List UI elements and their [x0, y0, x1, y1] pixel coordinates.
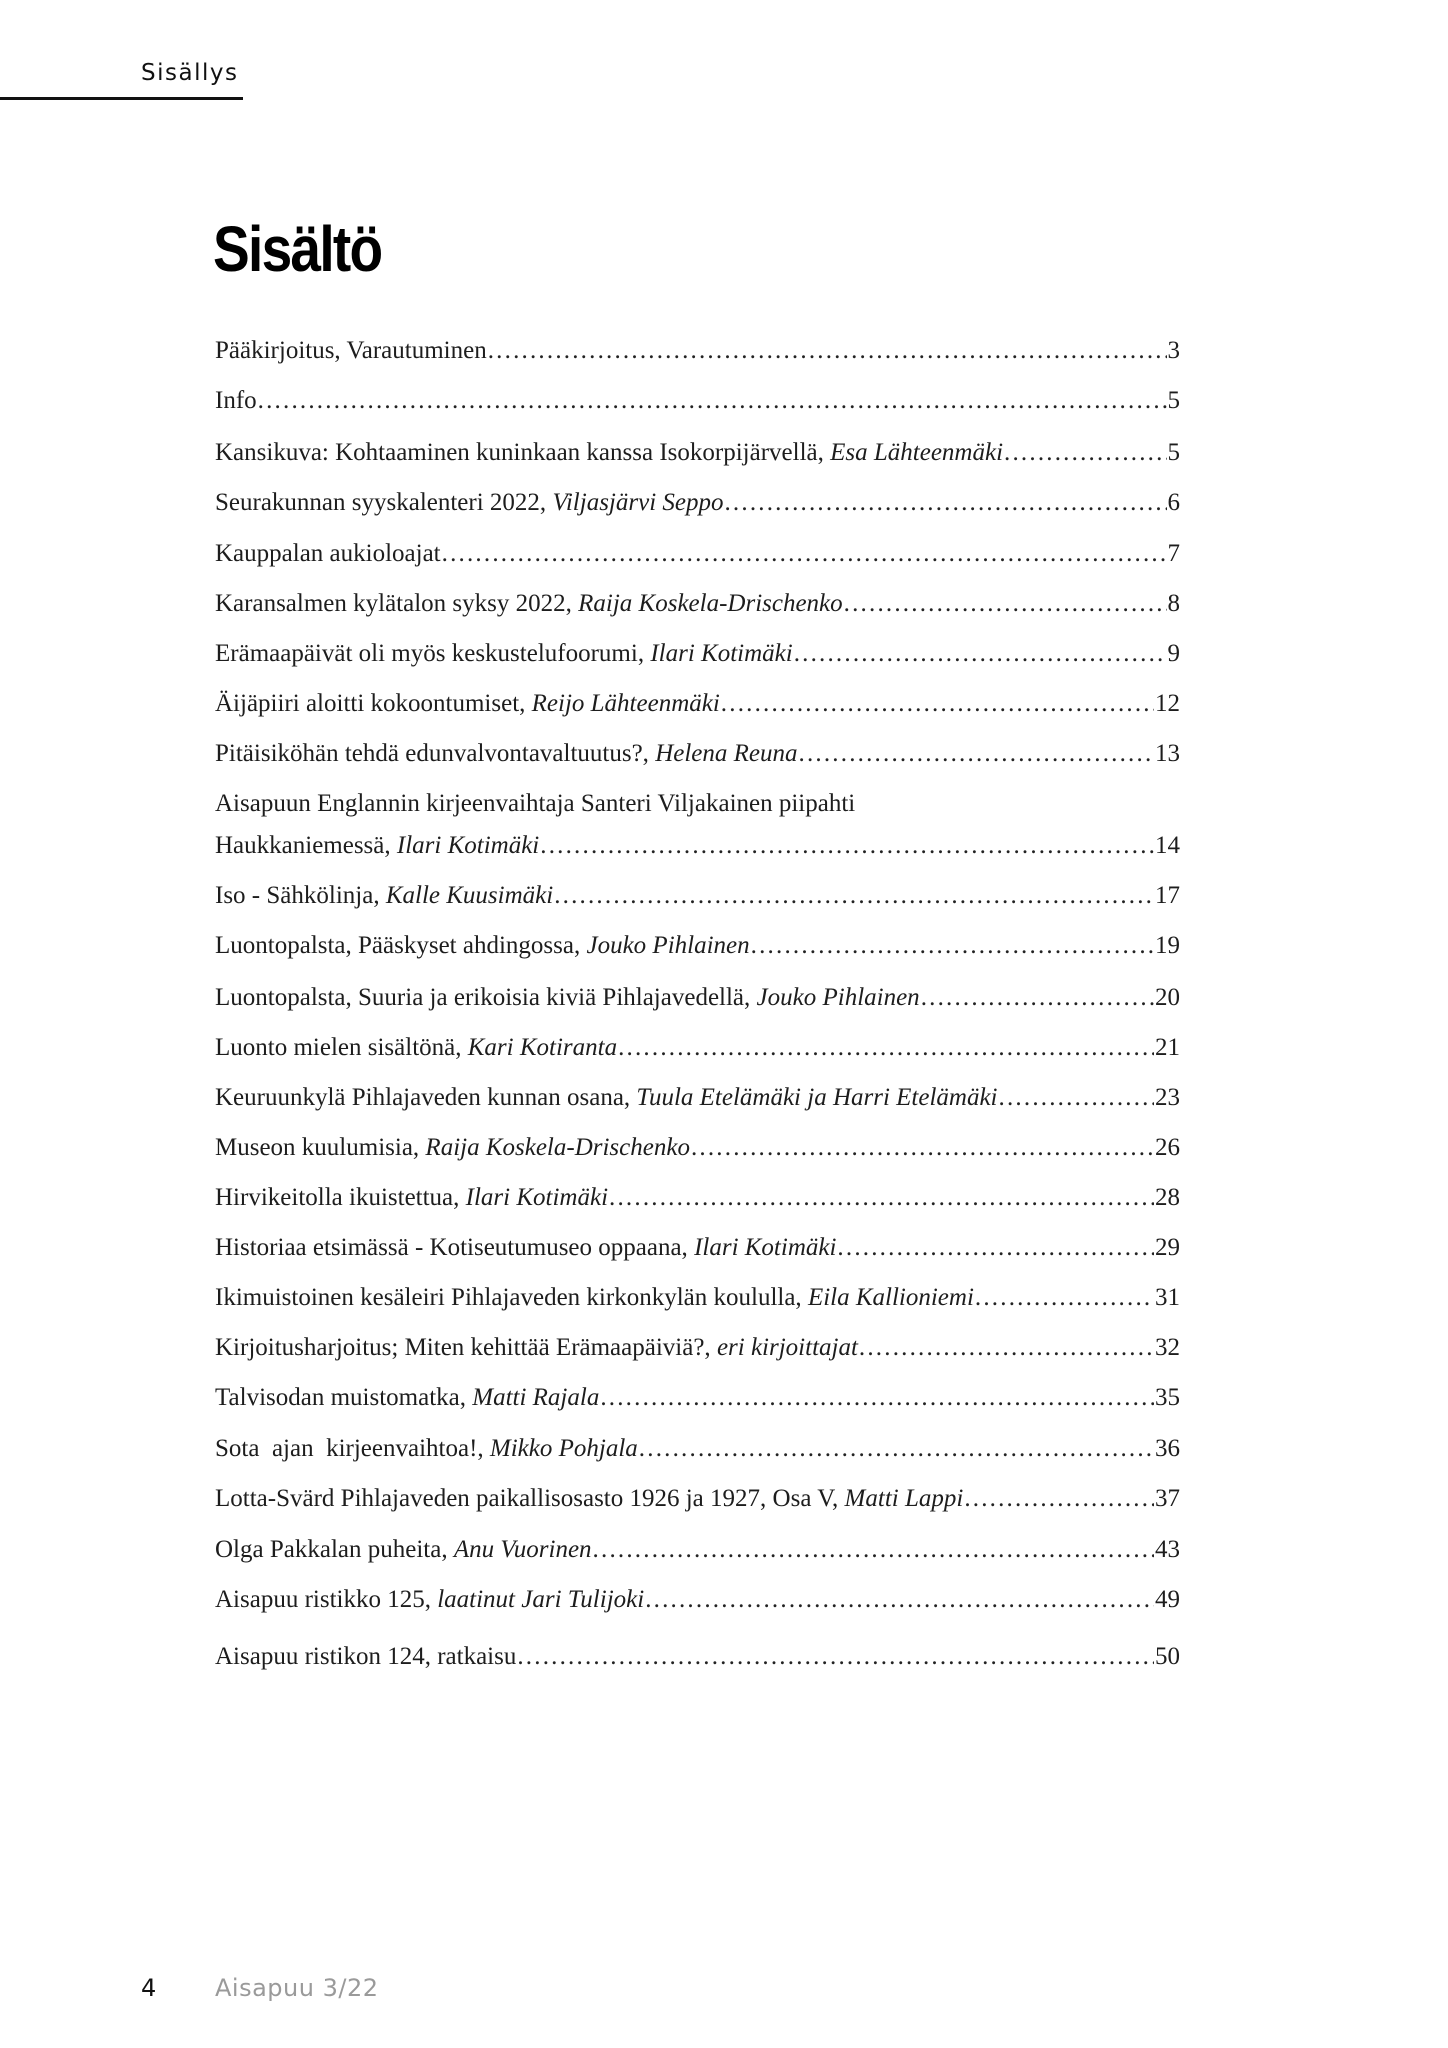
dot-leader — [921, 981, 1154, 1015]
toc-entry-title — [215, 1331, 858, 1365]
toc-entry[interactable] — [215, 436, 1180, 470]
toc-entry-page: 12 — [1155, 690, 1180, 717]
toc-entry-title — [215, 1583, 644, 1617]
toc-entry-title — [215, 737, 798, 771]
toc-entry[interactable] — [215, 1533, 1180, 1567]
dot-leader — [593, 1533, 1154, 1567]
entry-title-text: Erämaapäivät oli myös keskustelufoorumi, — [215, 640, 651, 667]
toc-entry-title — [215, 1031, 617, 1065]
toc-entry-page: 20 — [1155, 984, 1180, 1011]
toc-entry-page: 23 — [1155, 1084, 1180, 1111]
entry-title-text: Pitäisiköhän tehdä edunvalvontavaltuutus?, — [215, 740, 656, 767]
entry-title-text: Pääkirjoitus, Varautuminen — [215, 337, 487, 364]
toc-entry-page: 5 — [1167, 439, 1180, 466]
toc-entry-author: Mikko Pohjala — [489, 1435, 638, 1462]
entry-title-text: Olga Pakkalan puheita, — [215, 1536, 454, 1563]
dot-leader — [1004, 436, 1166, 470]
entry-title-text: Sota ajan kirjeenvaihtoa!, — [215, 1435, 490, 1462]
toc-entry-author: Jouko Pihlainen — [586, 932, 750, 959]
toc-entry-page: 26 — [1155, 1134, 1180, 1161]
toc-entry-title — [215, 1432, 638, 1466]
toc-entry-title — [215, 1231, 836, 1265]
toc-entry-author: Matti Lappi — [844, 1485, 964, 1512]
toc-entry-page: 21 — [1155, 1034, 1180, 1061]
toc-entry[interactable] — [215, 537, 1180, 571]
toc-entry-title — [215, 981, 920, 1015]
dot-leader — [618, 1031, 1154, 1065]
toc-entry-page: 37 — [1155, 1485, 1180, 1512]
toc-entry-author: Raija Koskela-Drischenko — [578, 590, 843, 617]
entry-title-text: Hirvikeitolla ikuistettua, — [215, 1184, 466, 1211]
dot-leader — [609, 1181, 1154, 1215]
entry-title-text: Ikimuistoinen kesäleiri Pihlajaveden kirkonkylän koululla, — [215, 1284, 808, 1311]
dot-leader — [799, 737, 1155, 771]
entry-title-text: Seurakunnan syyskalenteri 2022, — [215, 489, 553, 516]
entry-title-text: Luonto mielen sisältönä, — [215, 1034, 468, 1061]
entry-title-text: Äijäpiiri aloitti kokoontumiset, — [215, 690, 532, 717]
toc-entry-author: Kari Kotiranta — [467, 1034, 618, 1061]
toc-entry[interactable] — [215, 1181, 1180, 1215]
toc-entry-author: laatinut Jari Tulijoki — [437, 1586, 645, 1613]
entry-title-text: Iso - Sähkölinja, — [215, 882, 386, 909]
toc-entry-page: 9 — [1167, 640, 1180, 667]
toc-entry-title — [215, 1533, 592, 1567]
toc-entry[interactable] — [215, 486, 1180, 520]
toc-entry[interactable] — [215, 1640, 1180, 1674]
entry-title-text: Luontopalsta, Suuria ja erikoisia kiviä Pihlajavedellä, — [215, 984, 757, 1011]
toc-entry-author: Matti Rajala — [472, 1384, 600, 1411]
entry-title-text: Karansalmen kylätalon syksy 2022, — [215, 590, 579, 617]
toc-entry-author: Raija Koskela-Drischenko — [425, 1134, 690, 1161]
toc-entry-author: Ilari Kotimäki — [694, 1234, 837, 1261]
dot-leader — [859, 1331, 1154, 1365]
footer-page-number: 4 — [141, 1974, 157, 2002]
toc-entry-author: Tuula Etelämäki ja Harri Etelämäki — [636, 1084, 998, 1111]
dot-leader — [721, 687, 1154, 721]
toc-entry-page: 49 — [1155, 1586, 1180, 1613]
toc-entry[interactable] — [215, 587, 1180, 621]
toc-entry[interactable] — [215, 1281, 1180, 1315]
dot-leader — [645, 1583, 1154, 1617]
dot-leader — [844, 587, 1167, 621]
toc-entry[interactable] — [215, 829, 1180, 863]
toc-entry-page: 32 — [1155, 1334, 1180, 1361]
entry-title-text: Kauppalan aukioloajat — [215, 540, 441, 567]
toc-entry-page: 7 — [1167, 540, 1180, 567]
toc-entry-author: Anu Vuorinen — [453, 1536, 592, 1563]
toc-entry[interactable] — [215, 787, 1180, 821]
toc-entry-page: 31 — [1155, 1284, 1180, 1311]
toc-entry[interactable] — [215, 1432, 1180, 1466]
toc-entry-page: 13 — [1155, 740, 1180, 767]
page-title: Sisältö — [213, 213, 382, 285]
toc-entry-title — [215, 1131, 690, 1165]
entry-title-text: Lotta-Svärd Pihlajaveden paikallisosasto 1926 ja 1927, Osa V, — [215, 1485, 845, 1512]
header-rule — [0, 97, 243, 100]
entry-title-text: Aisapuun Englannin kirjeenvaihtaja Santeri Viljakainen piipahti — [215, 790, 856, 817]
dot-leader — [639, 1432, 1154, 1466]
toc-entry-author: Helena Reuna — [655, 740, 798, 767]
toc-entry-title — [215, 637, 793, 671]
toc-entry[interactable] — [215, 879, 1180, 913]
toc-entry-title — [215, 1181, 608, 1215]
toc-entry-page: 36 — [1155, 1435, 1180, 1462]
toc-entry[interactable] — [215, 1381, 1180, 1415]
toc-entry-title — [215, 829, 539, 863]
toc-entry-author: Eila Kallioniemi — [807, 1284, 974, 1311]
dot-leader — [554, 879, 1154, 913]
toc-entry-title — [215, 384, 257, 418]
toc-entry[interactable] — [215, 1482, 1180, 1516]
dot-leader — [724, 486, 1166, 520]
toc-entry-title — [215, 929, 750, 963]
entry-title-text: Talvisodan muistomatka, — [215, 1384, 473, 1411]
toc-entry-author: Viljasjärvi Seppo — [552, 489, 724, 516]
toc-entry-page: 35 — [1155, 1384, 1180, 1411]
toc-entry-author: Jouko Pihlainen — [756, 984, 920, 1011]
toc-entry-title — [215, 334, 487, 368]
toc-entry-author: Ilari Kotimäki — [650, 640, 793, 667]
entry-title-text: Luontopalsta, Pääskyset ahdingossa, — [215, 932, 587, 959]
toc-entry[interactable] — [215, 1131, 1180, 1165]
toc-entry[interactable] — [215, 1081, 1180, 1115]
entry-title-text: Keuruunkylä Pihlajaveden kunnan osana, — [215, 1084, 637, 1111]
toc-entry-author: Ilari Kotimäki — [396, 832, 540, 859]
entry-title-text: Aisapuu ristikko 125, — [215, 1586, 438, 1613]
entry-title-text: Info — [215, 387, 257, 414]
footer-issue: Aisapuu 3/22 — [215, 1974, 379, 2002]
toc-entry[interactable] — [215, 737, 1180, 771]
toc-entry[interactable] — [215, 334, 1180, 368]
toc-entry[interactable] — [215, 1583, 1180, 1617]
toc-entry-title — [215, 1640, 516, 1674]
entry-title-text: Kirjoitusharjoitus; Miten kehittää Erämaapäiviä?, — [215, 1334, 717, 1361]
toc-entry-page: 14 — [1155, 832, 1180, 859]
dot-leader — [540, 829, 1154, 863]
toc-entry-page: 29 — [1155, 1234, 1180, 1261]
entry-title-text: Haukkaniemessä, — [215, 832, 397, 859]
toc-entry-page: 19 — [1155, 932, 1180, 959]
dot-leader — [442, 537, 1167, 571]
toc-entry-page: 5 — [1167, 387, 1180, 414]
entry-title-text: Kansikuva: Kohtaaminen kuninkaan kanssa Isokorpijärvellä, — [215, 439, 831, 466]
dot-leader — [999, 1081, 1154, 1115]
toc-entry-title — [215, 486, 723, 520]
dot-leader — [691, 1131, 1154, 1165]
entry-title-text: Historiaa etsimässä - Kotiseutumuseo oppaana, — [215, 1234, 695, 1261]
toc-entry-author: eri kirjoittajat — [716, 1334, 858, 1361]
toc-entry[interactable] — [215, 1031, 1180, 1065]
toc-entry-author: Reijo Lähteenmäki — [531, 690, 720, 717]
toc-entry[interactable] — [215, 637, 1180, 671]
toc-entry-title — [215, 687, 720, 721]
dot-leader — [794, 637, 1167, 671]
toc-entry-page: 3 — [1167, 337, 1180, 364]
dot-leader — [600, 1381, 1154, 1415]
toc-entry-title — [215, 1381, 599, 1415]
toc-entry-page: 43 — [1155, 1536, 1180, 1563]
toc-entry-title — [215, 436, 1003, 470]
toc-entry-page: 8 — [1167, 590, 1180, 617]
dot-leader — [751, 929, 1154, 963]
toc-entry-page: 50 — [1155, 1643, 1180, 1670]
toc-entry-page: 6 — [1167, 489, 1180, 516]
toc-entry-title — [215, 879, 553, 913]
toc-entry[interactable] — [215, 1231, 1180, 1265]
toc-entry[interactable] — [215, 981, 1180, 1015]
toc-entry-title — [215, 587, 843, 621]
toc-entry[interactable] — [215, 1331, 1180, 1365]
dot-leader — [964, 1482, 1154, 1516]
toc-entry-title — [215, 1281, 974, 1315]
dot-leader — [975, 1281, 1154, 1315]
running-header: Sisällys — [141, 60, 239, 86]
dot-leader — [517, 1640, 1154, 1674]
toc-entry-title — [215, 1081, 998, 1115]
toc-entry-title — [215, 537, 441, 571]
dot-leader — [258, 384, 1167, 418]
toc-entry-author: Kalle Kuusimäki — [385, 882, 554, 909]
toc-entry[interactable] — [215, 384, 1180, 418]
toc-entry-author: Ilari Kotimäki — [465, 1184, 609, 1211]
dot-leader — [488, 334, 1167, 368]
dot-leader — [837, 1231, 1154, 1265]
toc-entry[interactable] — [215, 929, 1180, 963]
toc-entry[interactable] — [215, 687, 1180, 721]
entry-title-text: Museon kuulumisia, — [215, 1134, 426, 1161]
toc-entry-title — [215, 1482, 963, 1516]
toc-entry-title — [215, 787, 855, 821]
toc-entry-page: 17 — [1155, 882, 1180, 909]
toc-entry-author: Esa Lähteenmäki — [830, 439, 1004, 466]
entry-title-text: Aisapuu ristikon 124, ratkaisu — [215, 1643, 517, 1670]
toc-entry-page: 28 — [1155, 1184, 1180, 1211]
